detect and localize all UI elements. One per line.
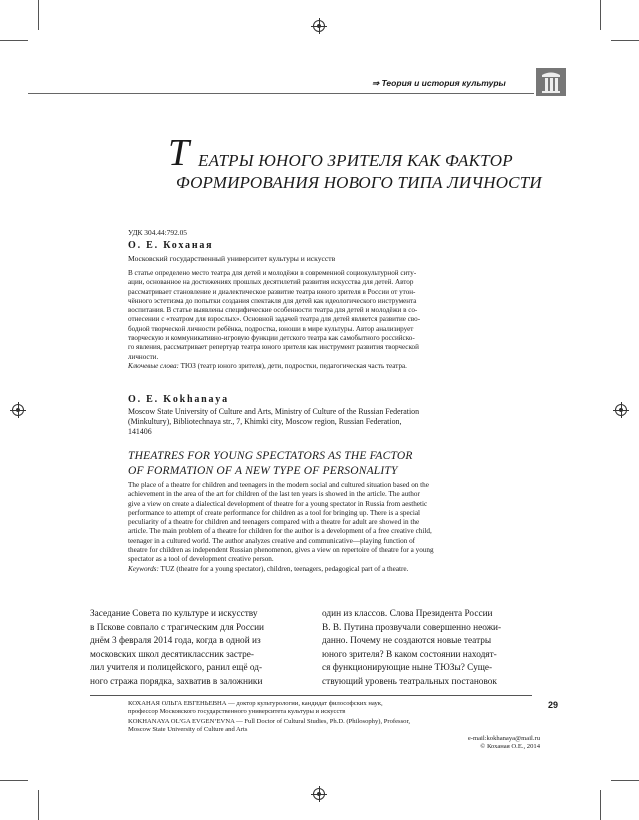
udc-code: УДК 304.44:792.05: [128, 228, 188, 237]
registration-mark-icon: [12, 404, 24, 416]
body-line: юного зрителя? В каком состоянии находят-: [322, 649, 497, 660]
affiliation-ru: Московский государственный университет культуры и искусств: [128, 254, 336, 263]
title-line-2: ФОРМИРОВАНИЯ НОВОГО ТИПА ЛИЧНОСТИ: [176, 173, 542, 192]
abstract-line: spectator as a tool of development creative person.: [128, 555, 274, 564]
keywords-text: ТЮЗ (театр юного зрителя), дети, подростки, педагогическая часть театра.: [178, 361, 407, 370]
crop-mark: [611, 780, 639, 781]
crop-mark: [0, 780, 28, 781]
title-line-1: ЕАТРЫ ЮНОГО ЗРИТЕЛЯ КАК ФАКТОР: [198, 151, 513, 170]
abstract-line: рассматривает становление и диалектическое развитие театра юного зрителя в России от утон-: [128, 287, 416, 296]
keywords-en: [128, 565, 533, 574]
abstract-line: го явления, рассматривает репертуар театра юного зрителя как инструмент развития творческой: [128, 343, 419, 352]
email: e-mail:kokhanaya@mail.ru: [467, 735, 540, 742]
article-title-en: [128, 449, 528, 479]
body-line: московских школ десятиклассник застре-: [90, 649, 255, 660]
section-header: ⇒ Теория и история культуры: [372, 78, 506, 88]
affiliation-line: 141406: [128, 427, 152, 436]
abstract-line: творческую и коммуникативно-игровую функции детского театра как самобытного российско-: [128, 334, 415, 343]
crop-mark: [38, 790, 39, 820]
author-ru: О. Е. Коханая: [128, 240, 214, 251]
author-note-line: профессор Московского государственного университета культуры и искусств: [128, 708, 346, 716]
copyright: © Коханая О.Е., 2014: [480, 743, 540, 751]
body-line: ствующий уровень театральных постановок: [322, 676, 497, 687]
keywords-text: TUZ (theatre for a young spectator), children, teenagers, pedagogical part of a theatre.: [158, 564, 409, 573]
article-title: [110, 132, 570, 194]
body-line: данно. Почему не создаются новые театры: [322, 636, 492, 647]
body-line: ного стража порядка, захватив в заложники: [90, 676, 263, 687]
keywords-label: Keywords:: [128, 564, 159, 573]
abstract-line: teenager in a cultured world. The author analyzes creative and communicative—playing function of: [128, 536, 416, 545]
body-line: один из классов. Слова Президента России: [322, 609, 493, 619]
body-column-1: [90, 608, 305, 690]
affiliation-line: (Minkultury), Bibliotechnaya str., 7, Khimki city, Moscow region, Russian Federation,: [128, 417, 402, 426]
body-line: В. В. Путина прозвучали совершенно неожи-: [322, 622, 502, 633]
abstract-line: article. The main problem of a theatre for children for the author is a development of a free creative child,: [128, 527, 432, 536]
abstract-en: [128, 481, 533, 574]
abstract-line: отнесении с «театром для взрослых». Основной задачей театра для детей является развитие сво-: [128, 315, 421, 324]
crop-mark: [611, 40, 639, 41]
abstract-line: личности.: [128, 352, 159, 361]
body-line: лил учителя и полицейского, ранил ещё од-: [90, 663, 263, 674]
column-logo-icon: [536, 68, 566, 96]
abstract-line: peculiarity of a theatre for children and teenagers compared with a theatre for adult are showed in the: [128, 518, 420, 527]
registration-mark-icon: [615, 404, 627, 416]
body-line: днём 3 февраля 2014 года, когда в одной из: [90, 636, 261, 647]
affiliation-line: Moscow State University of Culture and Arts, Ministry of Culture of the Russian Federation: [128, 407, 420, 416]
affiliation-en: [128, 407, 528, 437]
author-note-line: КОХАНАЯ ОЛЬГА ЕВГЕНЬЕВНА — доктор культурологии, кандидат философских наук,: [128, 700, 383, 707]
title-en-line-1: THEATRES FOR YOUNG SPECTATORS AS THE FACTOR: [128, 450, 413, 462]
title-en-line-2: OF FORMATION OF A NEW TYPE OF PERSONALITY: [128, 465, 398, 477]
page-number: 29: [548, 700, 559, 710]
crop-mark: [38, 0, 39, 30]
crop-mark: [600, 790, 601, 820]
author-note-line: KOKHANAYA OL’GA EVGEN’EVNA — Full Doctor of Cultural Studies, Ph.D. (Philosophy), Professor,: [128, 717, 411, 725]
body-line: в Пскове совпало с трагическим для России: [90, 622, 265, 633]
registration-mark-icon: [313, 788, 325, 800]
abstract-line: бодной творческой личности ребёнка, подростка, юноши в мире культуры. Автор анализирует: [128, 324, 414, 333]
body-line: Заседание Совета по культуре и искусству: [90, 609, 258, 619]
abstract-line: The place of a theatre for children and teenagers in the modern social and cultured situation based on the: [128, 481, 429, 489]
keywords-ru: [128, 362, 528, 371]
abstract-line: theatre for children as independent Russian phenomenon, gives a view on repertoire of theatre for a young: [128, 546, 434, 555]
body-column-2: [322, 608, 537, 690]
abstract-line: give a view on create a dialectical development of theatre for a young spectator in Russia from aesthetic: [128, 499, 428, 508]
abstract-line: performance to attempt of create performance for children as a tool for bringing up. There is a special: [128, 508, 421, 517]
contact-info: [468, 735, 540, 752]
abstract-line: воспитания. В статье выявлены специфические особенности театра для детей и молодёжи в со-: [128, 306, 418, 315]
abstract-line: чённого эстетизма до попытки создания спектакля для детей как идеологического инструмента: [128, 296, 417, 305]
keywords-label: Ключевые слова:: [128, 361, 179, 370]
author-note-line: Moscow State University of Culture and Arts: [128, 726, 248, 734]
header-rule: [28, 93, 534, 94]
abstract-line: achievement in the area of the art for children of the last ten years is showed in the article. The author: [128, 490, 420, 499]
footnote-rule: [90, 695, 532, 696]
registration-mark-icon: [313, 20, 325, 32]
author-en: O. E. Kokhanaya: [128, 394, 229, 405]
crop-mark: [0, 40, 28, 41]
abstract-ru: [128, 269, 528, 371]
abstract-line: В статье определено место театра для детей и молодёжи в современной социокультурной ситу-: [128, 269, 417, 277]
abstract-line: ации, основанное на достижениях прошлых десятилетий развития искусства для детей. Автор: [128, 278, 414, 287]
title-initial: Т: [168, 132, 190, 174]
crop-mark: [600, 0, 601, 30]
body-line: ся функционирующие ныне ТЮЗы? Суще-: [322, 663, 493, 674]
author-note: [128, 700, 528, 735]
